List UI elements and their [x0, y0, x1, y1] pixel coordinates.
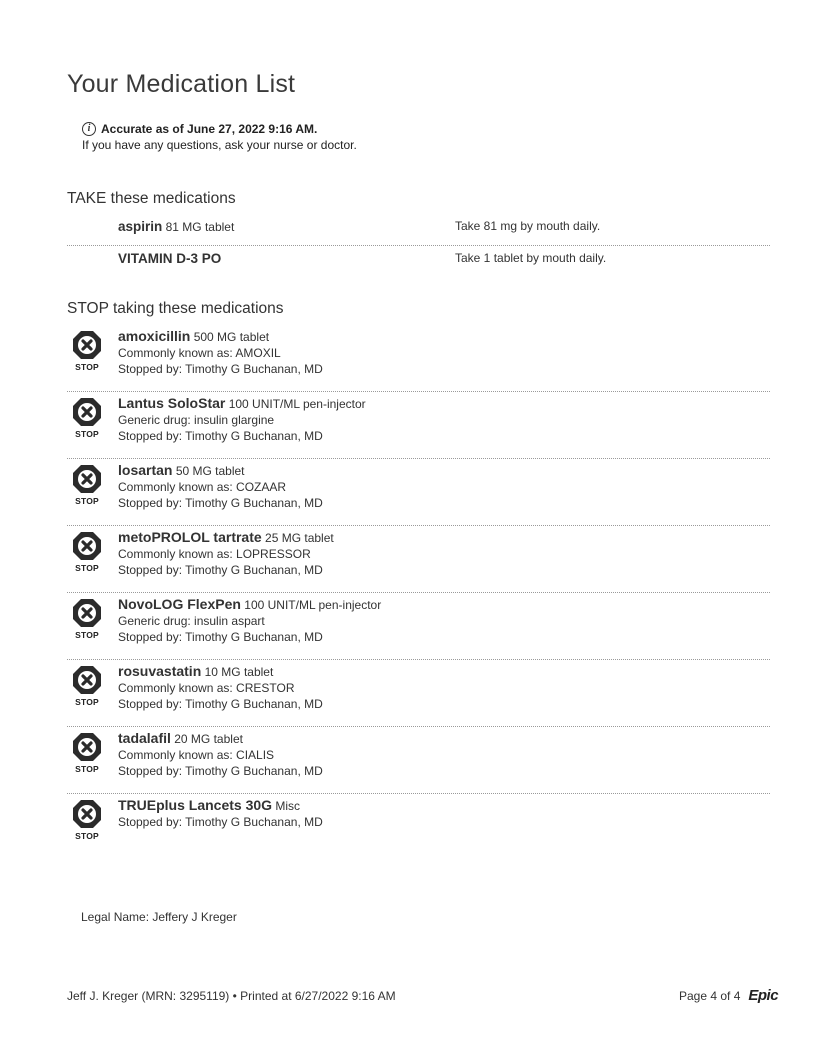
stop-label: STOP [75, 697, 99, 707]
stop-medication-row [67, 460, 770, 526]
stop-icon [72, 330, 102, 360]
stop-label: STOP [75, 563, 99, 573]
take-medications-list [67, 214, 770, 277]
medication-name: rosuvastatin [118, 663, 202, 679]
stop-medication-row [67, 795, 770, 860]
medication-detail: 81 MG tablet [165, 220, 235, 234]
stop-medications-list [67, 326, 770, 861]
stop-medication-row [67, 527, 770, 593]
stopped-by: Stopped by: Timothy G Buchanan, MD [118, 815, 323, 829]
medication-alias: Commonly known as: CRESTOR [118, 681, 295, 695]
stopped-by: Stopped by: Timothy G Buchanan, MD [118, 764, 323, 778]
medication-alias: Commonly known as: LOPRESSOR [118, 547, 311, 561]
stop-label: STOP [75, 429, 99, 439]
medication-name: tadalafil [118, 730, 171, 746]
medication-name: losartan [118, 462, 173, 478]
take-section-title: TAKE these medications [67, 190, 236, 207]
medication-name: VITAMIN D-3 PO [118, 251, 222, 266]
medication-detail: Misc [275, 799, 301, 813]
page-title: Your Medication List [67, 70, 296, 98]
stop-medication-row [67, 326, 770, 392]
stop-icon [72, 598, 102, 628]
accuracy-notice [82, 121, 357, 153]
stop-icon [72, 531, 102, 561]
stop-label: STOP [75, 764, 99, 774]
stop-icon [72, 665, 102, 695]
medication-detail: 100 UNIT/ML pen-injector [244, 598, 382, 612]
stop-label: STOP [75, 831, 99, 841]
medication-name: NovoLOG FlexPen [118, 596, 241, 612]
medication-alias: Commonly known as: CIALIS [118, 748, 275, 762]
epic-logo: Epic [748, 987, 779, 1004]
medication-detail: 25 MG tablet [265, 531, 334, 545]
medication-detail: 20 MG tablet [174, 732, 243, 746]
stop-medication-row [67, 728, 770, 794]
medication-alias: Commonly known as: AMOXIL [118, 346, 281, 360]
medication-name: aspirin [118, 219, 163, 234]
stop-label: STOP [75, 362, 99, 372]
medication-detail: 50 MG tablet [175, 464, 245, 478]
medication-alias: Commonly known as: COZAAR [118, 480, 287, 494]
page-number: Page 4 of 4 [679, 988, 741, 1003]
medication-detail: 100 UNIT/ML pen-injector [228, 397, 366, 411]
stop-medication-row [67, 393, 770, 459]
stopped-by: Stopped by: Timothy G Buchanan, MD [118, 362, 323, 376]
stop-section-title: STOP taking these medications [67, 300, 284, 317]
medication-alias: Generic drug: insulin aspart [118, 614, 265, 628]
stop-icon [72, 397, 102, 427]
medication-instructions: Take 81 mg by mouth daily. [455, 219, 601, 233]
info-icon: i [82, 122, 96, 136]
medication-detail: 500 MG tablet [193, 330, 270, 344]
medication-name: metoPROLOL tartrate [118, 529, 262, 545]
legal-name: Legal Name: Jeffery J Kreger [81, 910, 237, 924]
take-medication-row [67, 246, 770, 277]
footer-page-info [679, 987, 778, 1004]
stop-medication-row [67, 661, 770, 727]
stop-icon [72, 799, 102, 829]
stopped-by: Stopped by: Timothy G Buchanan, MD [118, 563, 323, 577]
stopped-by: Stopped by: Timothy G Buchanan, MD [118, 496, 323, 510]
accuracy-text: Accurate as of June 27, 2022 9:16 AM. [101, 122, 318, 136]
stop-label: STOP [75, 496, 99, 506]
medication-instructions: Take 1 tablet by mouth daily. [455, 251, 607, 265]
medication-name: amoxicillin [118, 328, 191, 344]
stop-icon [72, 732, 102, 762]
medication-name: TRUEplus Lancets 30G [118, 797, 273, 813]
stop-icon [72, 464, 102, 494]
stop-label: STOP [75, 630, 99, 640]
accuracy-subtext: If you have any questions, ask your nurse or doctor. [82, 138, 357, 152]
footer-patient-info: Jeff J. Kreger (MRN: 3295119) • Printed at 6/27/2022 9:16 AM [67, 989, 396, 1003]
stopped-by: Stopped by: Timothy G Buchanan, MD [118, 429, 323, 443]
medication-alias: Generic drug: insulin glargine [118, 413, 275, 427]
stop-medication-row [67, 594, 770, 660]
medication-name: Lantus SoloStar [118, 395, 226, 411]
take-medication-row [67, 214, 770, 246]
stopped-by: Stopped by: Timothy G Buchanan, MD [118, 697, 323, 711]
medication-detail: 10 MG tablet [204, 665, 274, 679]
stopped-by: Stopped by: Timothy G Buchanan, MD [118, 630, 323, 644]
